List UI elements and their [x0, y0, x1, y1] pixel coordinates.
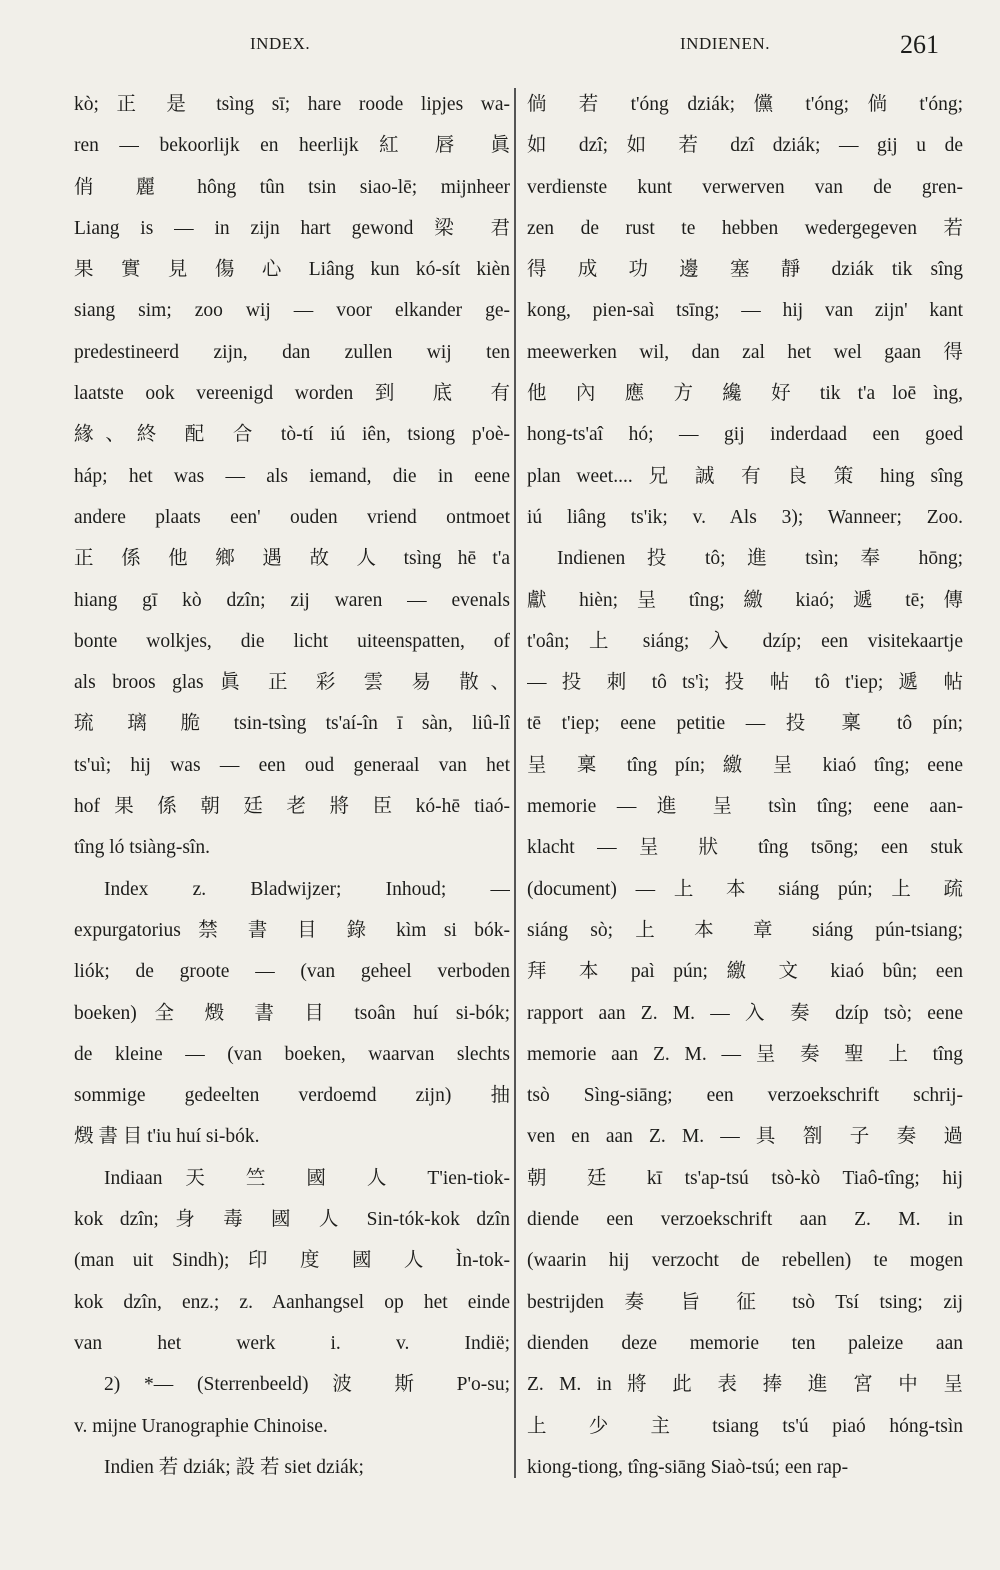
text-line: ren — bekoorlijk en heerlijk 紅 唇 眞 [74, 135, 510, 157]
text-line: — 投 刺 tô ts'ì; 投 帖 tô t'iep; 遞 帖 [527, 672, 963, 694]
text-line: 正 係 他 鄉 遇 故 人 tsìng hē t'a [74, 548, 510, 570]
text-line: bonte wolkjes, die licht uiteenspatten, of [74, 630, 510, 652]
text-line: liók; de groote — (van geheel verboden [74, 961, 510, 983]
text-line: 如 dzî; 如 若 dzî dziák; — gij u de [527, 135, 963, 157]
text-line: 俏 麗 hông tûn tsin siao-lē; mijnheer [74, 176, 510, 198]
text-line: laatste ook vereenigd worden 到 底 有 [74, 383, 510, 405]
text-line: 拜 本 paì pún; 繳 文 kiaó bûn; een [527, 961, 963, 983]
text-line: kong, pien-saì tsīng; — hij van zijn' kant [527, 300, 963, 322]
text-line: 琉 璃 脆 tsin-tsìng ts'aí-în ī sàn, liû-lî [74, 713, 510, 735]
text-line: klacht — 呈 狀 tîng tsōng; een stuk [527, 837, 963, 859]
text-line: Index z. Bladwijzer; Inhoud; — [104, 878, 510, 900]
text-line: 燬 書 目 t'iu huí si-bók. [74, 1126, 260, 1148]
text-line: 上 少 主 tsiang ts'ú piaó hóng-tsìn [527, 1415, 963, 1437]
text-line: de kleine — (van boeken, waarvan slechts [74, 1043, 510, 1065]
header-left-title: INDEX. [250, 34, 311, 53]
text-line: ven en aan Z. M. — 具 劄 子 奏 過 [527, 1126, 963, 1148]
text-line: verdienste kunt verwerven van de gren- [527, 176, 963, 198]
text-line: plan weet.... 兄 誠 有 良 策 hing sîng [527, 465, 963, 487]
text-line: 獻 hièn; 呈 tîng; 繳 kiaó; 遞 tē; 傳 [527, 589, 963, 611]
page-number: 261 [900, 30, 939, 59]
text-line: hof 果 係 朝 廷 老 將 臣 kó-hē tiaó- [74, 796, 510, 818]
text-line: ts'uì; hij was — een oud generaal van het [74, 754, 510, 776]
text-line: expurgatorius 禁 書 目 錄 kìm si bók- [74, 919, 510, 941]
text-line: (man uit Sindh); 印 度 國 人 Ìn-tok- [74, 1250, 510, 1272]
left-column [74, 84, 510, 1488]
text-line: hiang gī kò dzîn; zij waren — evenals [74, 589, 510, 611]
text-line: dienden deze memorie ten paleize aan [527, 1332, 963, 1354]
text-line: siáng sò; 上 本 章 siáng pún-tsiang; [527, 919, 963, 941]
text-line: diende een verzoekschrift aan Z. M. in [527, 1209, 963, 1231]
text-line: hong-ts'aî hó; — gij inderdaad een goed [527, 424, 963, 446]
text-line: boeken) 全 燬 書 目 tsoân huí si-bók; [74, 1002, 510, 1024]
header-right-title: INDIENEN. [680, 34, 770, 53]
text-line: (document) — 上 本 siáng pún; 上 疏 [527, 878, 963, 900]
text-line: 緣、終 配 合 tò-tí iú iên, tsiong p'oè- [74, 424, 510, 446]
text-line: 他 內 應 方 纔 好 tik t'a loē ìng, [527, 383, 963, 405]
text-line: Z. M. in 將 此 表 捧 進 宮 中 呈 [527, 1374, 963, 1396]
text-line: sommige gedeelten verdoemd zijn) 抽 [74, 1085, 510, 1107]
text-line: iú liâng ts'ik; v. Als 3); Wanneer; Zoo. [527, 506, 963, 528]
text-line: 2) *— (Sterrenbeeld) 波 斯 P'o-su; [104, 1374, 510, 1396]
text-line: kok dzîn, enz.; z. Aanhangsel op het einde [74, 1291, 510, 1313]
text-line: t'oân; 上 siáng; 入 dzíp; een visitekaartje [527, 630, 963, 652]
text-line: kò; 正 是 tsìng sī; hare roode lipjes wa- [74, 94, 510, 115]
text-line: (waarin hij verzocht de rebellen) te mogen [527, 1250, 963, 1272]
text-line: siang sim; zoo wij — voor elkander ge- [74, 300, 510, 322]
text-line: 朝 廷 kī ts'ap-tsú tsò-kò Tiaô-tîng; hij [527, 1167, 963, 1189]
text-line: 果 實 見 傷 心 Liâng kun kó-sít kièn [74, 259, 510, 281]
text-line: Liang is — in zijn hart gewond 梁 君 [74, 217, 510, 239]
column-divider [514, 88, 516, 1478]
text-line: tsò Sìng-siāng; een verzoekschrift schrij- [527, 1085, 963, 1107]
text-line: tîng ló tsiàng-sîn. [74, 837, 210, 859]
text-line: memorie aan Z. M. — 呈 奏 聖 上 tîng [527, 1043, 963, 1065]
text-line: als broos glas 眞 正 彩 雲 易 散、 [74, 672, 510, 694]
text-line: zen de rust te hebben wedergegeven 若 [527, 217, 963, 239]
right-column [527, 84, 963, 1488]
text-line: tē t'iep; eene petitie — 投 稟 tô pín; [527, 713, 963, 735]
text-line: v. mijne Uranographie Chinoise. [74, 1415, 328, 1437]
text-line: háp; het was — als iemand, die in eene [74, 465, 510, 487]
text-line: meewerken wil, dan zal het wel gaan 得 [527, 341, 963, 363]
text-line: Indien 若 dziák; 設 若 siet dziák; [104, 1456, 364, 1478]
text-line: rapport aan Z. M. — 入 奏 dzíp tsò; eene [527, 1002, 963, 1024]
text-line: kiong-tiong, tîng-siāng Siaò-tsú; een rap- [527, 1456, 849, 1478]
text-line: bestrijden 奏 旨 征 tsò Tsí tsing; zij [527, 1291, 963, 1313]
text-line: predestineerd zijn, dan zullen wij ten [74, 341, 510, 363]
text-line: 呈 稟 tîng pín; 繳 呈 kiaó tîng; eene [527, 754, 963, 776]
text-line: Indiaan 天 竺 國 人 T'ien-tiok- [104, 1167, 510, 1189]
text-line: kok dzîn; 身 毒 國 人 Sin-tók-kok dzîn [74, 1209, 510, 1231]
text-line: Indienen 投 tô; 進 tsìn; 奉 hōng; [557, 548, 963, 570]
text-line: 倘 若 t'óng dziák; 儻 t'óng; 倘 t'óng; [527, 94, 963, 115]
text-line: andere plaats een' ouden vriend ontmoet [74, 506, 510, 528]
text-line: memorie — 進 呈 tsìn tîng; eene aan- [527, 796, 963, 818]
text-line: van het werk i. v. Indië; [74, 1332, 510, 1354]
text-line: 得 成 功 邊 塞 靜 dziák tik sîng [527, 259, 963, 281]
